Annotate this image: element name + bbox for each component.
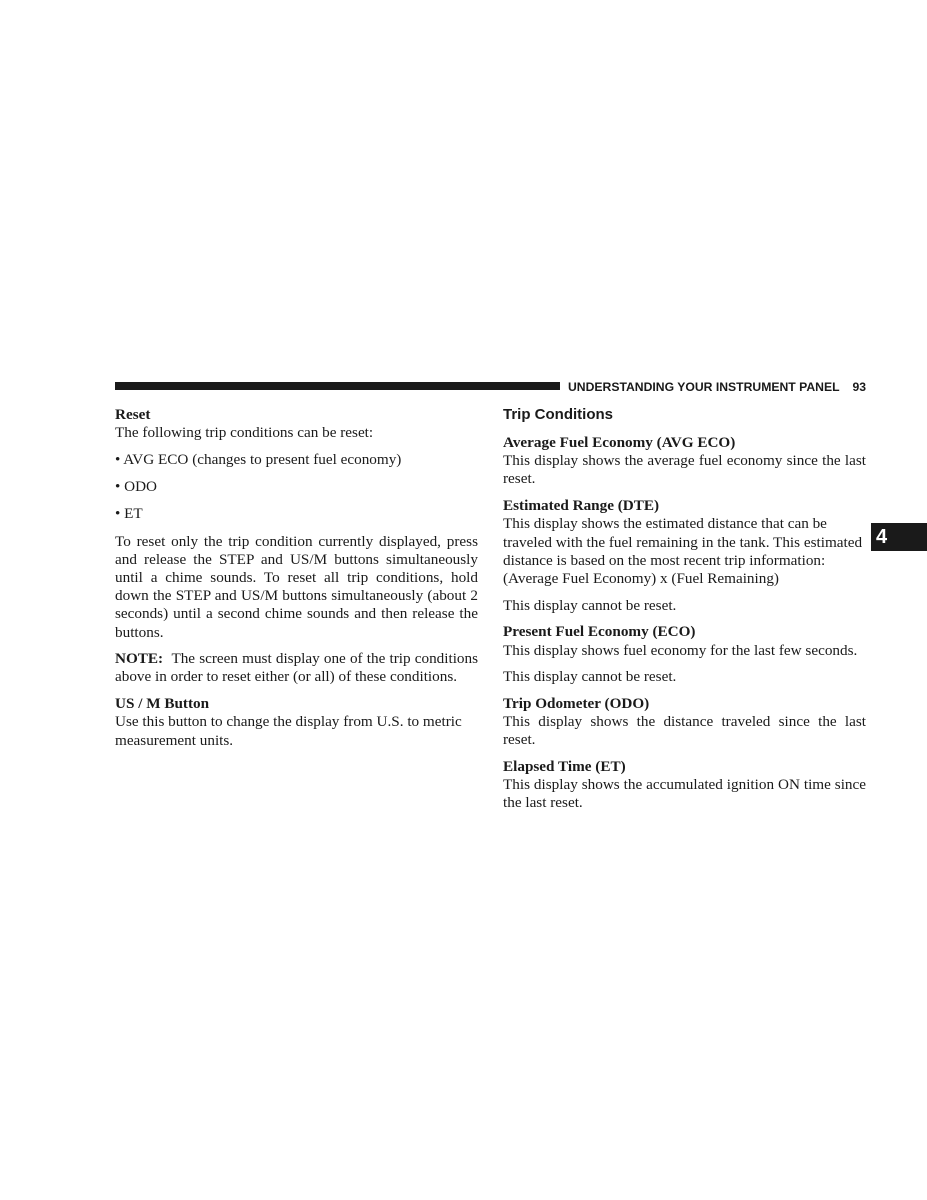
note-text: The screen must display one of the trip conditions above in order to reset either (or all) of these conditions. <box>115 650 479 686</box>
header-rule <box>115 382 560 390</box>
right-column <box>503 405 866 821</box>
usm-heading: US / M Button <box>115 695 210 713</box>
left-column <box>115 406 478 758</box>
avg-eco-body: This display shows the average fuel economy since the last reset. <box>503 452 866 488</box>
et-heading: Elapsed Time (ET) <box>503 758 626 776</box>
odo-heading: Trip Odometer (ODO) <box>503 694 650 712</box>
list-item: • ODO <box>115 478 158 496</box>
avg-eco-heading: Average Fuel Economy (AVG ECO) <box>503 434 736 451</box>
dte-note: This display cannot be reset. <box>503 596 677 614</box>
list-item: • AVG ECO (changes to present fuel economy) <box>115 450 402 468</box>
reset-intro: The following trip conditions can be reset: <box>115 424 374 442</box>
page-number: 93 <box>852 380 866 394</box>
eco-note: This display cannot be reset. <box>503 668 677 686</box>
usm-body: Use this button to change the display from U.S. to metric measurement units. <box>115 713 462 749</box>
eco-body: This display shows fuel economy for the last few seconds. <box>503 641 858 659</box>
note <box>115 650 478 686</box>
chapter-tab: 4 <box>871 523 927 551</box>
dte-heading: Estimated Range (DTE) <box>503 497 660 515</box>
note-label: NOTE: <box>115 650 164 668</box>
running-header <box>568 379 866 395</box>
dte-body: This display shows the estimated distance that can be traveled with the fuel remaining in the tank. This estimated distance is based on the most recent trip information: (Average Fuel Economy) x (Fuel Remaining) <box>503 515 863 587</box>
eco-heading: Present Fuel Economy (ECO) <box>503 623 696 641</box>
reset-heading: Reset <box>115 406 151 423</box>
trip-conditions-heading: Trip Conditions <box>503 406 613 423</box>
et-body: This display shows the accumulated ignition ON time since the last reset. <box>503 776 866 812</box>
reset-body: To reset only the trip condition currently displayed, press and release the STEP and US/M buttons simultaneously until a chime sounds. To reset all trip conditions, hold down the STEP and US/M buttons simultaneously (about 2 seconds) until a second chime sounds and then release the buttons. <box>115 532 478 641</box>
odo-body: This display shows the distance traveled since the last reset. <box>503 713 866 749</box>
section-title: UNDERSTANDING YOUR INSTRUMENT PANEL <box>568 380 840 394</box>
list-item: • ET <box>115 505 143 523</box>
